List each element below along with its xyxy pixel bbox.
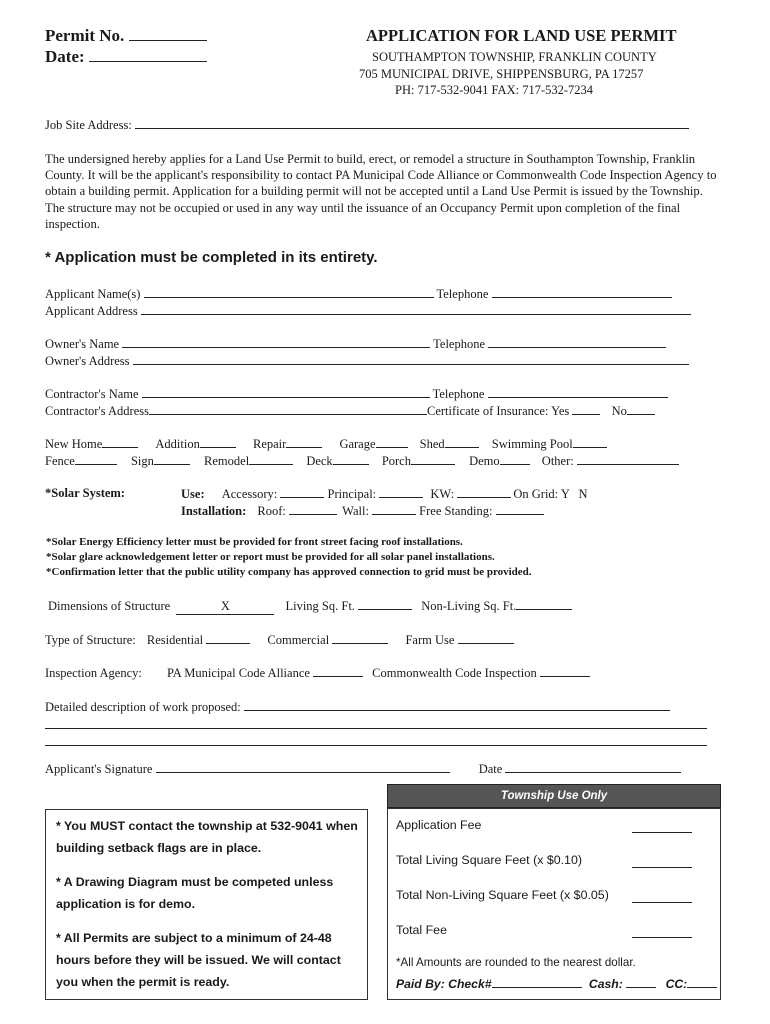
contractor-name-row — [45, 386, 668, 402]
rounding-note: *All Amounts are rounded to the nearest dollar. — [396, 956, 636, 969]
signature-date-label: Date — [478, 762, 503, 776]
type-demo: Demo — [469, 454, 500, 468]
dimensions-field[interactable] — [176, 599, 274, 615]
applicant-address-line[interactable] — [141, 303, 691, 315]
description-line-3[interactable] — [45, 745, 707, 746]
applicant-name-row — [45, 286, 672, 302]
permit-no-line[interactable] — [129, 29, 207, 41]
dimensions-label: Dimensions of Structure — [48, 599, 171, 613]
living-sqft-line[interactable] — [358, 598, 412, 610]
township-phone: PH: 717-532-9041 FAX: 717-532-7234 — [395, 83, 594, 97]
notice-1: * You MUST contact the township at 532-9041 when building setback flags are in place. — [56, 819, 358, 855]
structure-type-row — [45, 632, 514, 648]
structure-residential-line[interactable] — [206, 632, 250, 644]
description-line-1[interactable] — [244, 699, 670, 711]
type-remodel: Remodel — [204, 454, 250, 468]
date-line-top[interactable] — [89, 50, 207, 62]
living-fee-label: Total Living Square Feet (x $0.10) — [396, 853, 582, 867]
type-garage-line[interactable] — [376, 436, 408, 448]
dimensions-x: X — [220, 599, 230, 613]
type-shed: Shed — [419, 437, 445, 451]
solar-use-label: Use: — [181, 487, 205, 501]
insurance-yes-label: Certificate of Insurance: Yes — [426, 404, 570, 418]
solar-installation-row — [181, 503, 544, 519]
date-label-top: Date: — [45, 47, 85, 66]
solar-system-label: *Solar System: — [45, 486, 125, 500]
township-address-line1: SOUTHAMPTON TOWNSHIP, FRANKLIN COUNTY — [372, 50, 657, 64]
solar-note-1: *Solar Energy Efficiency letter must be provided for front street facing roof installations. — [46, 536, 463, 548]
non-living-sqft-line[interactable] — [516, 598, 572, 610]
structure-farm-use-line[interactable] — [458, 632, 514, 644]
structure-commercial: Commercial — [267, 633, 330, 647]
non-living-fee-line[interactable] — [632, 902, 692, 903]
owner-telephone-line[interactable] — [488, 336, 666, 348]
structure-farm-use: Farm Use — [405, 633, 455, 647]
owner-address-line[interactable] — [133, 353, 689, 365]
required-notice: * Application must be completed in its entirety. — [45, 249, 378, 266]
job-site-field — [45, 117, 689, 133]
permit-no-label: Permit No. — [45, 26, 125, 45]
solar-principal-line[interactable] — [379, 486, 423, 498]
signature-line[interactable] — [156, 761, 450, 773]
notice-2: * A Drawing Diagram must be competed unless application is for demo. — [56, 875, 334, 911]
owner-address-row — [45, 353, 689, 369]
solar-free-standing-line[interactable] — [496, 503, 544, 515]
solar-kw-line[interactable] — [457, 486, 511, 498]
permit-no-field — [45, 26, 207, 46]
solar-use-row — [181, 486, 588, 502]
contractor-name-line[interactable] — [142, 386, 430, 398]
inspection-agency-label: Inspection Agency: — [45, 666, 142, 680]
type-porch-line[interactable] — [411, 453, 455, 465]
insurance-no-label: No — [611, 404, 627, 418]
structure-residential: Residential — [146, 633, 204, 647]
application-fee-label: Application Fee — [396, 818, 482, 832]
type-addition-line[interactable] — [200, 436, 236, 448]
structure-commercial-line[interactable] — [332, 632, 388, 644]
applicant-telephone-line[interactable] — [492, 286, 672, 298]
inspection-pmca-line[interactable] — [313, 665, 363, 677]
cc-label: CC: — [665, 977, 688, 991]
cash-label: Cash: — [588, 977, 623, 991]
solar-wall-line[interactable] — [372, 503, 416, 515]
type-swimming-pool: Swimming Pool — [491, 437, 573, 451]
applicant-address-label: Applicant Address — [45, 304, 138, 318]
type-repair: Repair — [252, 437, 287, 451]
dimensions-row — [48, 598, 572, 615]
non-living-fee-label: Total Non-Living Square Feet (x $0.05) — [396, 888, 609, 902]
inspection-ccia-line[interactable] — [540, 665, 590, 677]
owner-name-line[interactable] — [122, 336, 430, 348]
solar-accessory-label: Accessory: — [221, 487, 278, 501]
type-addition: Addition — [155, 437, 200, 451]
contractor-address-label: Contractor's Address — [45, 404, 149, 418]
type-swimming-pool-line[interactable] — [573, 436, 607, 448]
applicant-telephone-label: Telephone — [436, 287, 489, 301]
non-living-sqft-label: Non-Living Sq. Ft. — [421, 599, 517, 613]
inspection-ccia: Commonwealth Code Inspection — [372, 666, 537, 680]
signature-label: Applicant's Signature — [45, 762, 153, 776]
type-other: Other: — [541, 454, 574, 468]
signature-row — [45, 761, 681, 777]
insurance-no-line[interactable] — [627, 403, 655, 415]
type-sign-line[interactable] — [154, 453, 190, 465]
paid-by-check-label: Paid By: Check# — [396, 977, 492, 991]
type-remodel-line[interactable] — [249, 453, 293, 465]
owner-address-label: Owner's Address — [45, 354, 130, 368]
township-use-box — [387, 808, 721, 1000]
living-fee-line[interactable] — [632, 867, 692, 868]
insurance-yes-line[interactable] — [572, 403, 600, 415]
solar-on-grid-yes[interactable]: Y — [560, 487, 570, 501]
total-fee-line[interactable] — [632, 937, 692, 938]
page-title: APPLICATION FOR LAND USE PERMIT — [366, 26, 677, 45]
total-fee-label: Total Fee — [396, 923, 447, 937]
structure-type-label: Type of Structure: — [45, 633, 136, 647]
type-porch: Porch — [381, 454, 411, 468]
description-row — [45, 699, 670, 715]
applicant-address-row — [45, 303, 691, 319]
applicant-name-label: Applicant Name(s) — [45, 287, 141, 301]
date-field-top — [45, 47, 207, 67]
type-new-home-line[interactable] — [102, 436, 138, 448]
description-label: Detailed description of work proposed: — [45, 700, 241, 714]
solar-on-grid-no[interactable]: N — [578, 487, 588, 501]
type-demo-line[interactable] — [500, 453, 530, 465]
type-fence: Fence — [45, 454, 75, 468]
township-use-header: Township Use Only — [387, 784, 721, 808]
solar-note-2: *Solar glare acknowledgement letter or report must be provided for all solar panel installations. — [46, 551, 495, 563]
solar-installation-label: Installation: — [181, 504, 247, 518]
contractor-telephone-label: Telephone — [432, 387, 485, 401]
job-site-label: Job Site Address: — [45, 118, 132, 132]
cc-line[interactable] — [687, 976, 717, 988]
intro-paragraph: The undersigned hereby applies for a Land Use Permit to build, erect, or remodel a structure in Southampton Township, Franklin County. It will be the applicant's responsibility to contact PA Municipal Code Alliance or Commonwealth Code Inspection Agency to obtain a building permit. Application for a building permit will not be accepted until a Land Use Permit is issued by the Township. The structure may not be occupied or used in any way until the issuance of an Occupancy Permit upon completion of the final inspection. — [45, 152, 717, 231]
solar-accessory-line[interactable] — [280, 486, 324, 498]
owner-telephone-label: Telephone — [433, 337, 486, 351]
type-garage: Garage — [339, 437, 376, 451]
check-number-line[interactable] — [492, 976, 582, 988]
contractor-address-row — [45, 403, 655, 419]
solar-kw-label: KW: — [430, 487, 455, 501]
cash-line[interactable] — [626, 976, 656, 988]
type-deck: Deck — [306, 454, 333, 468]
contractor-address-line[interactable] — [149, 403, 427, 415]
owner-name-row — [45, 336, 666, 352]
project-types-row2 — [45, 453, 679, 469]
solar-free-standing-label: Free Standing: — [419, 504, 493, 518]
inspection-agency-row — [45, 665, 590, 681]
living-sqft-label: Living Sq. Ft. — [285, 599, 355, 613]
type-fence-line[interactable] — [75, 453, 117, 465]
solar-roof-label: Roof: — [257, 504, 286, 518]
type-other-line[interactable] — [577, 453, 679, 465]
description-line-2[interactable] — [45, 728, 707, 729]
owner-name-label: Owner's Name — [45, 337, 120, 351]
type-shed-line[interactable] — [445, 436, 479, 448]
job-site-line[interactable] — [135, 117, 689, 129]
type-repair-line[interactable] — [286, 436, 322, 448]
application-fee-line[interactable] — [632, 832, 692, 833]
type-new-home: New Home — [45, 437, 103, 451]
contractor-name-label: Contractor's Name — [45, 387, 139, 401]
contractor-telephone-line[interactable] — [488, 386, 668, 398]
solar-principal-label: Principal: — [327, 487, 377, 501]
type-deck-line[interactable] — [333, 453, 369, 465]
applicant-name-line[interactable] — [144, 286, 434, 298]
solar-wall-label: Wall: — [342, 504, 369, 518]
project-types-row1 — [45, 436, 607, 452]
signature-date-line[interactable] — [505, 761, 681, 773]
solar-note-3: *Confirmation letter that the public utility company has approved connection to grid must be provided. — [46, 566, 532, 578]
inspection-pmca: PA Municipal Code Alliance — [166, 666, 310, 680]
township-address-line2: 705 MUNICIPAL DRIVE, SHIPPENSBURG, PA 17257 — [359, 67, 644, 81]
payment-row — [396, 976, 717, 991]
solar-on-grid-label: On Grid: — [513, 487, 559, 501]
type-sign: Sign — [130, 454, 154, 468]
notice-3: * All Permits are subject to a minimum of 24-48 hours before they will be issued. We will contact you when the permit is ready. — [56, 931, 341, 989]
solar-roof-line[interactable] — [289, 503, 337, 515]
